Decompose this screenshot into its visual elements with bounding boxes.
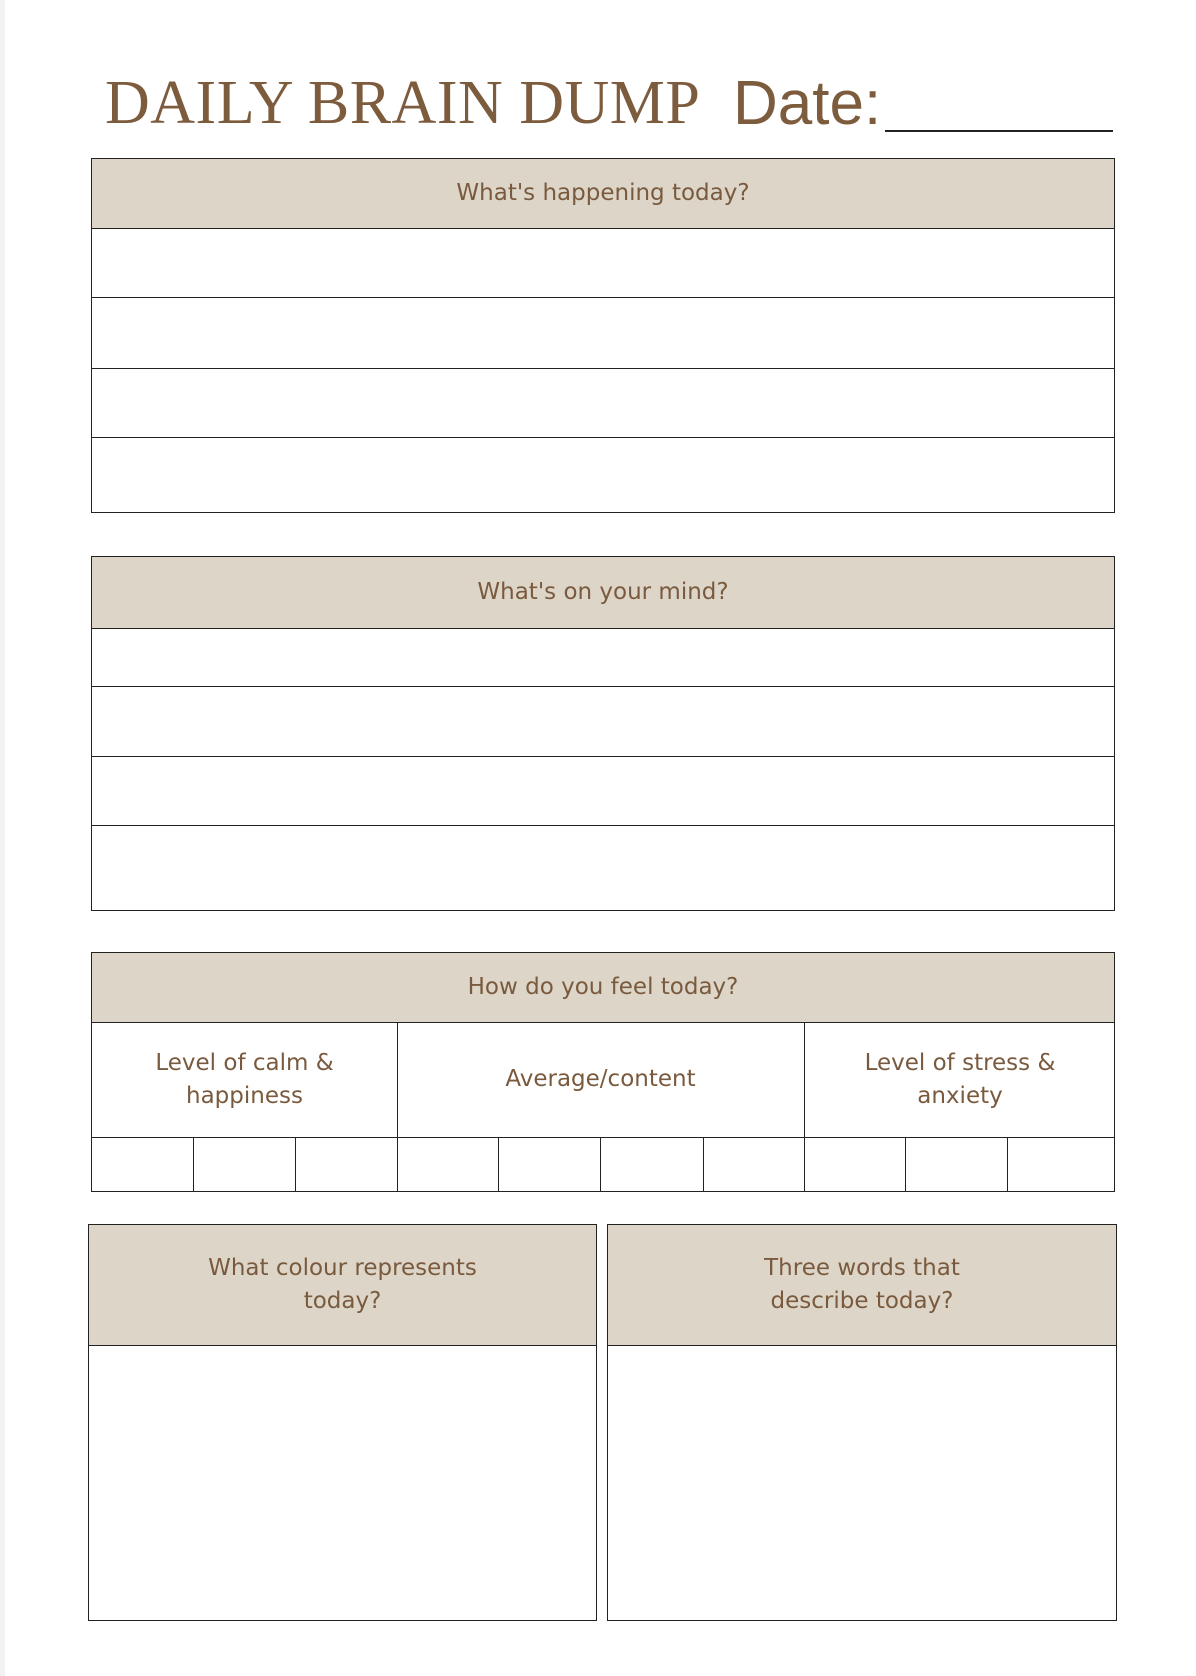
mind-line-3[interactable] [92,825,1114,826]
stress-anxiety-label: Level of stress & anxiety [864,1049,1056,1109]
happening-line-2[interactable] [92,368,1114,369]
feel-scale-separator [92,1137,1114,1138]
happening-heading: What's happening today? [92,159,1114,229]
colour-section [88,1224,597,1621]
feel-heading: How do you feel today? [92,953,1114,1023]
rating-cell-divider [1007,1137,1008,1191]
mind-line-2[interactable] [92,756,1114,757]
colour-heading-text: What colour represents today? [208,1255,477,1314]
rating-cell-divider [804,1137,805,1191]
rating-cell-divider [295,1137,296,1191]
date-label: Date: [733,69,882,138]
page-title: DAILY BRAIN DUMP [105,69,701,137]
average-content-label: Average/content [505,1066,696,1092]
worksheet-page [5,0,1196,1676]
mind-heading: What's on your mind? [92,557,1114,629]
happening-line-1[interactable] [92,297,1114,298]
rating-cell-divider [498,1137,499,1191]
calm-happiness-label: Level of calm & happiness [155,1049,334,1109]
rating-cell-divider [397,1137,398,1191]
happening-section [91,158,1115,513]
words-heading-text: Three words that describe today? [764,1255,960,1314]
mind-section [91,556,1115,911]
date-field-line[interactable] [885,130,1113,132]
words-heading [608,1225,1116,1346]
words-section [607,1224,1117,1621]
mind-line-1[interactable] [92,686,1114,687]
rating-cell-divider [600,1137,601,1191]
colour-heading [89,1225,596,1346]
rating-cell-divider [193,1137,194,1191]
rating-cell-divider [703,1137,704,1191]
feel-section [91,952,1115,1192]
rating-cell-divider [905,1137,906,1191]
happening-line-3[interactable] [92,437,1114,438]
